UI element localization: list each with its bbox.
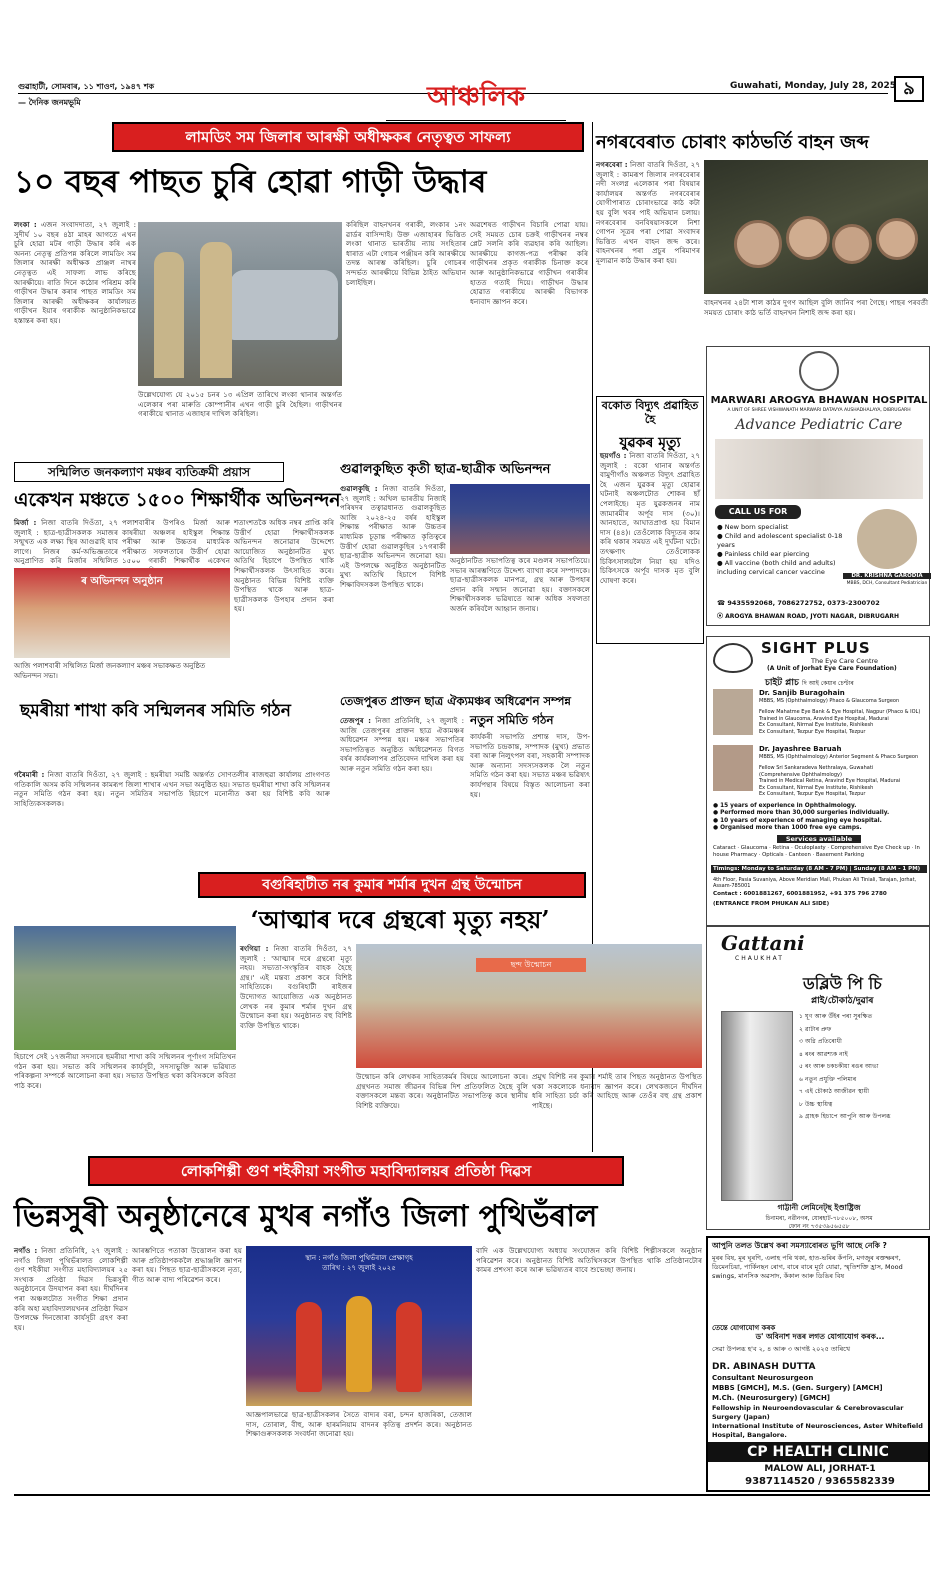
page-number: ৯ — [894, 76, 924, 102]
masthead-date-left: গুৱাহাটী, সোমবাৰ, ১১ শাওণ, ১৯৪৭ শক — [18, 82, 155, 91]
story5-box — [596, 396, 704, 644]
eye-doc1-line: Ex Consultant, Nirmal Eye Institute, Rishikesh — [759, 722, 874, 729]
eye-doc2-line: Ex Consultant, Tezpur Eye Hospital, Tezpur — [759, 791, 866, 798]
eye-doc1-line: Ex Consultant, Tezpur Eye Hospital, Tezpur — [759, 728, 866, 735]
eye-doc2-line: Trained in Medical Retina, Aravind Eye Hospital, Madurai — [759, 778, 901, 785]
eye-doc2-name: Dr. Jayashree Baruah — [759, 745, 842, 753]
eye-point: ● 15 years of experience in Ophthalmology. — [713, 803, 857, 809]
eye-points — [713, 803, 925, 833]
gattani-feature: ৫ ৰং আৰু চকচকীয়া ৰঙৰ আভা — [799, 1063, 879, 1070]
eye-doc1-photo — [713, 689, 753, 735]
hospital-doctor-name: DR. KRISHNA GARODIA — [843, 573, 931, 579]
story9-kicker: লোকশিল্পী গুণ শইকীয়া সংগীত মহাবিদ্যালয়ৰ প্ৰতিষ্ঠা দিৱস — [88, 1156, 624, 1186]
masthead-date-right: Guwahati, Monday, July 28, 2025 — [730, 81, 897, 91]
story6-body-col2: কাৰ্যকৰী সভাপতি প্ৰশান্ত দাস, উপ-সভাপতি চন্দ্ৰকান্ত, সম্পাদক (মুখ্য) প্ৰভাত বৰা আৰু নিলুৎপল বৰা, সহকাৰী সম্পাদক আৰু অন্যান্য সদস্যসকলক লৈ নতুন সমিতি গঠন কৰা হয়। সভাত মঞ্চৰ ভৱিষ্যৎ কাৰ্যপন্থাৰ বিষয়ে বিস্তৃত আলোচনা কৰা হয়। — [470, 732, 590, 799]
story2-headline: নগৰবেৰাত চোৰাং কাঠভৰ্তি বাহন জব্দ — [596, 132, 869, 153]
hospital-service-item: ● Child and adolescent specialist 0-18 years — [717, 532, 843, 549]
neuro-degree-1: Consultant Neurosurgeon — [712, 1374, 814, 1382]
story7-headline: ছমৰীয়া শাখা কবি সন্মিলনৰ সমিতি গঠন — [20, 701, 291, 721]
gattani-feature: ১ ঘূণ আৰু উঁইৰ পৰা সুৰক্ষিত — [799, 1013, 873, 1020]
eye-point: ● Performed more than 30,000 surgeries individually. — [713, 810, 890, 817]
eye-entrance: (ENTRANCE FROM PHUKAN ALI SIDE) — [713, 901, 830, 907]
eye-point: ● 10 years of experience of managing eye hospital. — [713, 817, 882, 824]
person-left — [154, 252, 184, 378]
story6-body-col1: তেজপুৰ : নিজা প্ৰতিনিধি, ২৭ জুলাই : আজি তেজপুৰৰ প্ৰাক্তন ছাত্ৰ ঐক্যমঞ্চৰ অধিৱেশন সম্পন্ন হয়। মঞ্চৰ সভাপতিৰ সভাপতিত্বত অনুষ্ঠিত অধিৱেশনত বিগত বৰ্ষৰ কাৰ্যকলাপৰ প্ৰতিবেদন দাখিল কৰা হয় আৰু নতুন সমিতি গঠন কৰা হয়। — [340, 716, 465, 773]
story1-body-col2: উল্লেখযোগ্য যে ২০১৫ চনৰ ১৩ এপ্ৰিল তাৰিখে লংকা থানাৰ অন্তৰ্গত এলেকাৰ পৰা মাৰুতি কোম্পানীৰ এখন গাড়ী চুৰি হৈছিল। গাড়ীখনৰ গৰাকীয়ে থানাত এজাহাৰ দাখিল কৰিছিল। — [138, 390, 342, 419]
story3-body-col2: পলাশবাৰীৰ উপৰিও মিৰ্জা আৰু কাষৰীয়া অঞ্চলৰ হাইস্কুল শিক্ষান্ত পৰীক্ষা আৰু উচ্চতৰ মাধ্যমিক পৰীক্ষাত সফলতাৰে উত্তীৰ্ণ হোৱা ১৫০০ গৰাকী শিক্ষাৰ্থীক একেখন — [122, 518, 230, 566]
story1-body-col1: লংকা : এজন সংবাদদাতা, ২৭ জুলাই : সুদীৰ্ঘ ১০ বছৰ ৪ঠা মাহৰ আগতে এখন চুৰি হোৱা মটৰ গাড়ী উদ্ধাৰ কৰি এক অনন্য নেতৃত্ব প্ৰতিপন্ন কৰিলে লামডিং সম জিলাৰ আৰক্ষী অধীক্ষক প্ৰাঞ্জল নাথৰ নেতৃত্বত এই সাফল্য লাভ কৰিছে আৰক্ষীয়ে। ৰাতি দিনে কঠোৰ পৰিশ্ৰম কৰি গাড়ীখন উদ্ধাৰ কৰাৰ পাছত লামডিং সম জিলাৰ আৰক্ষী অধীক্ষকৰ কাৰ্যালয়ত গাড়ীখন ইয়াৰ গৰাকীক আনুষ্ঠানিকভাৱে হস্তান্তৰ কৰা হয়। — [14, 220, 136, 325]
gattani-feature: ২ ৱাটাৰ প্ৰুফ — [799, 1025, 832, 1033]
masthead — [18, 76, 927, 116]
story7-body: গৰৈমাৰী : নিজা বাতৰি দিওঁতা, ২৭ জুলাই : ছমৰীয়া সমষ্টি অন্তৰ্গত সোণতলীৰ ৰাজহুৱা কাৰ্যালয় প্ৰাংগণত গতিকালি অসম কবি সন্মিলনৰ কামৰূপ জিলা শাখাৰ এখন সভা অনুষ্ঠিত হয়। সভাত ছমৰীয়া শাখা কবি সন্মিলনৰ নতুন সমিতি গঠন কৰা হয়। নতুন সমিতিৰ সভাপতি হিচাপে মনোনীত কৰা হয় বিশিষ্ট কবি আৰু সাহিত্যিকসকলক। — [14, 770, 330, 808]
story4-photo — [450, 484, 590, 554]
neuro-cta: তেন্তে যোগাযোগ কৰক — [712, 1324, 776, 1332]
eye-doc2-line: (Comprehensive Ophthalmology) — [759, 771, 842, 778]
neuro-clinic-phone: 9387114520 / 9365582339 — [745, 1476, 895, 1487]
person-right — [200, 242, 232, 378]
gattani-feature: ৮ উচ্চ স্থায়িত্ব — [799, 1100, 833, 1108]
gattani-feature: ৬ নতুন প্ৰযুক্তি পলিমাৰ — [799, 1075, 857, 1083]
eye-service: Opticals — [762, 852, 784, 859]
eye-doc2-line: Fellow Sri Sankaradeva Nethralaya, Guwahati — [759, 765, 874, 771]
story9-headline: ভিন্নসুৰী অনুষ্ঠানেৰে মুখৰ নগাঁও জিলা পুথিভঁৰাল — [14, 1199, 598, 1234]
eye-service: Canteen — [788, 852, 811, 859]
dancer-2 — [346, 1296, 372, 1392]
story9-photo — [246, 1246, 472, 1406]
gattani-brand: Gattani — [721, 931, 805, 955]
eye-doc2-degree: MBBS, MS (Ophthalmology) Anterior Segment & Phaco Surgeon — [759, 754, 919, 760]
eye-name: SIGHT PLUS — [761, 639, 871, 657]
gattani-dealer: গাট্টানী লেমিনেট্‌ছ ইণ্ডাষ্ট্ৰিজ — [777, 1203, 861, 1212]
hospital-service-item: ● All vaccine (both child and adults) including cervical cancer vaccine — [717, 559, 836, 576]
neuro-degree-3: M.Ch. (Neurosurgery) [GMCH] — [712, 1394, 831, 1402]
log-2 — [786, 216, 830, 260]
story3-photo — [14, 568, 230, 658]
section-title: আঞ্চলিক — [386, 76, 566, 123]
story1-body-col3: কৰিছিল বাহনখনৰ গৰাকী, লংকাৰ ১নং ৱাৰ্ডৰ বাসিন্দাই। উক্ত এজাহাৰৰ ভিত্তিত লংকা থানাত ভাৰতীয় ন্যায় সংহিতাৰ ধাৰাত এটা গোচৰ পঞ্জীয়ন কৰি আৰক্ষীয়ে তদন্ত আৰম্ভ কৰিছিল। চুৰি গোচৰৰ সন্দৰ্ভত আৰক্ষীয়ে বিভিন্ন ঠাইত অভিযান চলাইছিল। — [346, 220, 466, 287]
eye-local-name: চাইট প্লাচ দি আই কেয়াৰ চেণ্টাৰ — [765, 678, 854, 688]
eye-doc2-lines — [759, 765, 927, 798]
story9-photo-banner-line1: স্থান : নগাঁও জিলা পুথিভঁৰাল প্ৰেক্ষাগৃহ — [305, 1254, 413, 1262]
story2-body: নগৰবেৰা : নিজা বাতৰি দিওঁতা, ২৭ জুলাই : কামৰূপ জিলাৰ নগৰবেৰাৰ নদী সংলগ্ন এলেকাৰ পৰা বিষয়াৰ কাৰ্যালয়ৰ অন্তৰ্গত নগৰবেৰাৰ যোগীপাৰাত চোৰাংভাৱে কাঠ কটা হয় বুলি খবৰ পাই অভিযান চলায়। নগৰবেৰাৰ বনবিষয়াসকলে নিশা গোপন সূত্ৰৰ পৰা পোৱা সংবাদৰ ভিত্তিত এখন বাহন জব্দ কৰে। বাহনখনৰ পৰা প্ৰচুৰ পৰিমাণৰ মূল্যৱান কাঠ উদ্ধাৰ কৰা হয়। — [596, 160, 700, 265]
eye-sub2: (A Unit of Jorhat Eye Care Foundation) — [767, 665, 897, 672]
masthead-paper-name: — দৈনিক জনমভূমি — [18, 98, 81, 107]
story1-body-col4: অৱশেষত গাড়ীখন বিচাৰি পোৱা যায়। সেই সময়ত চোৰ চক্ৰই গাড়ীখনৰ নম্বৰ প্লেট সলনি কৰি ব্যৱহাৰ কৰি আছিল। আৰক্ষীয়ে কাগজ-পত্ৰ পৰীক্ষা কৰি গাড়ীখনৰ প্ৰকৃত গৰাকীক চিনাক্ত কৰে আৰু আনুষ্ঠানিকভাৱে গাড়ীখন গৰাকীৰ হাতত গতাই দিয়ে। গাড়ীখন উদ্ধাৰ হোৱাত গৰাকীয়ে আৰক্ষী বিভাগক ধন্যবাদ জ্ঞাপন কৰে। — [470, 220, 588, 306]
story8-body-col2: উন্মোচন কৰি লেখকৰ সাহিত্যকৰ্মৰ বিষয়ে আলোচনা কৰে। গ্ৰন্থখনত সমাজ জীৱনৰ বিভিন্ন দিশ প্ৰতিফলিত হৈছে বুলি বক্তাসকলে মন্তব্য কৰে। অনুষ্ঠানটিত সভাপতিত্ব কৰে স্থানীয় বিশিষ্ট ব্যক্তিয়ে। — [356, 1072, 528, 1110]
neuro-clinic-address: MALOW ALI, JORHAT-1 — [764, 1464, 876, 1474]
story7-body-col2: হিচাপে সেই ১৭জনীয়া সদস্যৰে ছমৰীয়া শাখা কবি সন্মিলনৰ পূৰ্ণাংগ সমিতিখন গঠন কৰা হয়। সভাত কবি সন্মিলনৰ কাৰ্যসূচী, সদস্যভুক্তি আৰু ভৱিষ্যত পৰিকল্পনা সম্পৰ্কে আলোচনা কৰা হয়। সভাত উপস্থিত থকা কবিসকলে কবিতা পাঠ কৰে। — [14, 1052, 236, 1090]
hospital-service-item: ● New born specialist — [717, 523, 789, 531]
eye-service: Glaucoma — [740, 845, 768, 851]
story1-kicker: লামডিং সম জিলাৰ আৰক্ষী অধীক্ষকৰ নেতৃত্বত সাফল্য — [112, 122, 584, 152]
dancer-1 — [296, 1302, 322, 1392]
story3-photo-banner: ৰ অভিনন্দন অনুষ্ঠান — [81, 576, 163, 587]
story9-body-col4: বাদি এক উল্লেখযোগ্য অধ্যায় সংযোজন কৰি বিশিষ্ট শিল্পীসকলে অনুষ্ঠান পৰিৱেশন কৰে। অনুষ্ঠানত বিশিষ্ট অতিথিসকলে উপস্থিত থাকি প্ৰতিষ্ঠানটোৰ কামৰ প্ৰশংসা কৰে আৰু ভৱিষ্যতৰ বাবে শুভেচ্ছা জনায়। — [476, 1246, 702, 1275]
story9-body-col3: আজ্ঞপালভাৱে ছাত্ৰ-ছাত্ৰীসকলৰ সৈতে বাদ্যৰ বৰা, চন্দন হাজৰিকা, তেজাল দাস, তোৰাল, বীহু, আৰু হাৰমনিয়াম বাদনৰ কৃতিত্ব প্ৰদৰ্শন কৰে। অনুষ্ঠানত শিক্ষাগুৰুসকলক সংবৰ্ধনা জনোৱা হয়। — [246, 1410, 472, 1439]
hospital-headline: Advance Pediatric Care — [735, 417, 903, 433]
eye-services: Cataract · Glaucoma · Retina · Oculoplasty · Comprehensive Eye Check up · In house Pharmacy · Opticals · Canteen · Basement Parking — [713, 845, 920, 859]
story4-body-col2: অনুষ্ঠানটিত সভাপতিত্ব কৰে মণ্ডলৰ সভাপতিয়ে। সভাৰ আৰম্ভণিতে উদ্দেশ্য ব্যাখ্যা কৰে সম্পাদকে। ছাত্ৰ-ছাত্ৰীসকলক মানপত্ৰ, গ্ৰন্থ আৰু উপহাৰ প্ৰদান কৰি সন্মান জনোৱা হয়। বক্তাসকলে শিক্ষাৰ্থীসকলক ভৱিষ্যতে আৰু অধিক সফলতা অৰ্জন কৰিবলৈ আহ্বান জনায়। — [450, 556, 590, 613]
story5-body: ছয়গাঁও : নিজা বাতৰি দিওঁতা, ২৭ জুলাই : বকো থানাৰ অন্তৰ্গত বামুণীগাঁও অঞ্চলত বিদ্যুৎ প্ৰৱাহিত হৈ এজন যুৱকৰ মৃত্যু হোৱাৰ ঘটনাই অঞ্চলটোত শোকৰ ছাঁ পেলাইছে। মৃত যুৱকজনৰ নাম জামাৰমীৰ অৰ্পূব দাস (৩০)। আনহাতে, আঘাতপ্ৰাপ্ত হয় বিমান দাস (৪৪)। তেওঁলোক বিদ্যুতৰ কাম কৰি থকাৰ সময়ত এই দুৰ্ঘটনা ঘটে। তৎক্ষণাৎ তেওঁলোকক চিকিৎসালয়লৈ নিয়া হয় যদিও চিকিৎসকে অৰ্পূব দাসক মৃত বুলি ঘোষণা কৰে। — [600, 451, 700, 585]
gattani-door-image — [721, 1011, 793, 1201]
hospital-logo-icon — [799, 351, 839, 391]
dancer-3 — [396, 1302, 422, 1392]
eye-service: Oculoplasty — [794, 845, 826, 851]
log-3 — [832, 224, 872, 264]
log-1 — [734, 220, 782, 268]
hospital-service-list — [717, 523, 845, 577]
story8-body-col3: প্ৰমুখ বিশিষ্ট নৰ কুমাৰ শৰ্মাই তাৰ পিছত অনুষ্ঠানত উপস্থিত থকা সকলোকে ধন্যবাদ জ্ঞাপন কৰে। লেখকজনে দীৰ্ঘদিন ধৰি সাহিত্য চৰ্চা কৰি আহিছে আৰু তেওঁৰ বহু গ্ৰন্থ প্ৰকাশ পাইছে। — [532, 1072, 702, 1110]
story3-kicker: সন্মিলিত জনকল্যাণ মঞ্চৰ ব্যতিক্ৰমী প্ৰয়াস — [14, 462, 284, 482]
story3-headline: একেখন মঞ্চতে ১৫০০ শিক্ষাৰ্থীক অভিনন্দন — [14, 489, 341, 511]
eye-doc1-line: Trained in Glaucoma, Aravind Eye Hospital, Madurai — [759, 715, 889, 722]
neuro-ad — [706, 1236, 930, 1492]
eye-logo-icon — [713, 643, 753, 673]
neuro-degree-2: MBBS [GMCH], M.S. (Gen. Surgery) [AMCH] — [712, 1384, 883, 1392]
hospital-name: MARWARI AROGYA BHAWAN HOSPITAL — [710, 395, 928, 406]
neuro-doctor-name: DR. ABINASH DUTTA — [712, 1362, 816, 1372]
neuro-schedule: সেৱা উপলব্ধ হ'ব ২, ৪ আৰু ৩ আগষ্ট ২০২৫ তাৰিখে — [712, 1345, 851, 1353]
gattani-brand-sub: CHAUKHAT — [735, 955, 784, 962]
story3-body-col1: মিৰ্জা : নিজা বাতৰি দিওঁতা, ২৭ জুলাই : ছাত্ৰ-ছাত্ৰীসকলক সমাজৰ সন্মুখত এক লক্ষ্য স্থিৰ আগুৱাই যাব লাগে। নিজৰ কৰ্ম-অভিজ্ঞতাৰে অনুপ্ৰাণিত কৰি মিৰ্জাৰ সন্মিলিত — [14, 518, 118, 566]
gattani-ad — [706, 926, 930, 1230]
hospital-photo — [715, 439, 923, 499]
story6-headline: তেজপুৰত প্ৰাক্তন ছাত্ৰ ঐক্যমঞ্চৰ অধিৱেশন সম্পন্ন — [340, 694, 571, 708]
hospital-doctor-degree: MBBS, DCH, Consultant Pediatrician — [846, 581, 928, 586]
neuro-doctor-note: ড' অবিনাশ দত্তৰ লগত যোগাযোগ কৰক... — [755, 1332, 885, 1341]
eye-service: Cataract — [713, 845, 736, 851]
neuro-clinic-name: CP HEALTH CLINIC — [708, 1442, 928, 1462]
story8-photo — [356, 944, 702, 1068]
eye-service: Retina — [772, 845, 790, 851]
story5-headline: যুৱকৰ মৃত্যু — [619, 435, 681, 451]
bottom-rule — [14, 1494, 930, 1496]
story4-headline: গুৱালকুছিত কৃতী ছাত্ৰ-ছাত্ৰীক অভিনন্দন — [340, 462, 551, 477]
eye-sub: The Eye Care Centre — [811, 657, 879, 665]
gattani-dealer-address: চিনামৰা, নৱীনগৰ, যোৰহাট-৭৮৫০০৮, অসম — [765, 1215, 873, 1222]
eye-point: ● Organised more than 1000 free eye camps. — [713, 825, 862, 832]
story9-body-col1: নগাঁও : নিজা প্ৰতিনিধি, ২৭ জুলাই : নগাঁও জিলা পুথিভঁৰালত লোকশিল্পী গুণ শইকীয়া সংগীত মহাবিদ্যালয়ৰ ২৫ সংখ্যক প্ৰতিষ্ঠা দিৱস ভিন্নসুৰী অনুষ্ঠানেৰে উদযাপন কৰা হয়। দীৰ্ঘদিনৰ পৰা অঞ্চলটোত সংগীত শিক্ষা প্ৰদান কৰি অহা মহাবিদ্যালয়খনৰ প্ৰতিষ্ঠা দিৱস উপলক্ষে দিনজোৰা কাৰ্যসূচী গ্ৰহণ কৰা হয়। — [14, 1246, 128, 1332]
eye-service: Comprehensive Eye Check up — [830, 845, 910, 851]
gattani-feature: ৯ গ্ৰাহক হিচাপে আপুনি আৰু উপলব্ধ — [799, 1113, 891, 1120]
eye-doc1-line: Fellow Mahatme Eye Bank & Eye Hospital, Nagpur (Phaco & IOL) — [759, 709, 921, 715]
story3-body-col3: শতাংশতকৈ অধিক নম্বৰ প্ৰাপ্তি কৰি উত্তীৰ্ণ হোৱা শিক্ষাৰ্থীসকলক অভিনন্দন জনোৱাৰ উদ্দেশ্যে আয়োজিত অনুষ্ঠানটিত মুখ্য অতিথি হিচাপে উপস্থিত থাকি শিক্ষাৰ্থীসকলক উৎসাহিত কৰে। অনুষ্ঠানত বিভিন্ন বিশিষ্ট ব্যক্তি উপস্থিত থাকে আৰু ছাত্ৰ-ছাত্ৰীসকলক উপহাৰ প্ৰদান কৰা হয়। — [234, 518, 334, 614]
gattani-product-sub: প্লাই/চৌকাঠ/দুৱাৰ — [811, 996, 874, 1006]
story1-photo — [138, 222, 342, 386]
story9-body-col2: আৰম্ভণিতে পতাকা উত্তোলন কৰা হয় আৰু প্ৰতিষ্ঠাপককলৈ শ্ৰদ্ধাঞ্জলি জ্ঞাপন কৰা হয়। পিছত ছাত্ৰ-ছাত্ৰীসকলে নৃত্য, গীত আৰু বাদ্য পৰিৱেশন কৰে। — [132, 1246, 242, 1284]
neuro-intro: আপুনি তলত উল্লেখ কৰা সমস্যাবোৰত ভুগি আছে নেকি ? — [712, 1241, 887, 1250]
eye-timings: Timings: Monday to Saturday (8 AM - 7 PM) | Sunday (8 AM - 1 PM) — [711, 865, 927, 873]
neuro-degree-5: International Institute of Neurosciences, Aster Whitefield Hospital, Bangalore. — [712, 1422, 923, 1439]
hospital-tagline: A UNIT OF SHREE VISHWANATH MARWARI DATAVYA AUSHADHALAYA, DIBRUGARH — [727, 408, 911, 413]
story8-photo-banner: ছন্দ উন্মোচন — [476, 958, 586, 972]
gattani-feature: ৭ এই চৌকাঠ আজীৱন স্থায়ী — [799, 1088, 870, 1095]
eye-services-title: Services available — [777, 835, 861, 843]
eye-doc2-line: Ex Consultant, Nirmal Eye Institute, Rishikesh — [759, 784, 874, 791]
story1-headline: ১০ বছৰ পাছত চুৰি হোৱা গাড়ী উদ্ধাৰ — [14, 164, 487, 200]
story2-caption: বাহনখনৰ ২৪টা শাল কাঠৰ দুগণ আছিল বুলি জানিব পৰা গৈছে। পাছৰ পৰবৰ্তী সময়ত চোৰাং কাঠ ভৰ্তি বাহনখন নিশাই জব্দ কৰা হয়। — [704, 298, 928, 317]
gattani-feature: ৪ ৰংৰ আৱশ্যক নাই — [799, 1050, 848, 1058]
neuro-degree-4: Fellowship in Neuroendovascular & Cerebrovascular Surgery (Japan) — [712, 1404, 904, 1421]
eye-address: 4th Floor, Pasia Suvaniya, Above Meridian Mall, Phukan Ali Tiniali, Tarajan, Jorhat, Assam-785001 — [713, 877, 917, 890]
story3-caption: আজি পলাশবাৰী সন্মিলিত মিৰ্জা জনকল্যাণ মঞ্চৰ সভাকক্ষত অনুষ্ঠিত অভিনন্দন সভা। — [14, 662, 206, 680]
story2-photo — [704, 160, 928, 294]
story8-body-col1: ৰংগিয়া : নিজা বাতৰি দিওঁতা, ২৭ জুলাই : 'আত্মাৰ দৰে গ্ৰন্থৰো মৃত্যু নহয়। সভ্যতা-সংস্কৃতিৰ বাহক হৈছে গ্ৰন্থ।' এই মন্তব্য প্ৰকাশ কৰে বিশিষ্ট সাহিত্যিকে। বগুৰিহাটী ৰাইজৰ উদ্যোগত আয়োজিত এক অনুষ্ঠানত লেখক নৰ কুমাৰ শৰ্মাৰ দুখন গ্ৰন্থ উন্মোচন কৰা হয়। অনুষ্ঠানত বহু বিশিষ্ট ব্যক্তি উপস্থিত থাকে। — [240, 944, 352, 1030]
story8-headline: ‘আত্মাৰ দৰে গ্ৰন্থৰো মৃত্যু নহয়’ — [250, 905, 550, 934]
eye-contact: Contact : 6001881267, 6001881952, +91 375 796 2780 — [713, 891, 887, 897]
hospital-doctor-photo — [857, 509, 917, 569]
story6-subhead: নতুন সমিতি গঠন — [470, 713, 554, 727]
eye-doc1-name: Dr. Sanjib Buragohain — [759, 689, 845, 697]
story8-kicker: বগুৰিহাটীত নৰ কুমাৰ শৰ্মাৰ দুখন গ্ৰন্থ উন্মোচন — [198, 872, 586, 898]
gattani-feature: ৩ অগ্নি প্ৰতিৰোধী — [799, 1038, 842, 1045]
car-shape — [230, 270, 338, 340]
location-icon: ⦿ — [717, 613, 726, 620]
hospital-phone: ☎ 9435592068, 7086272752, 0373-2300702 — [717, 599, 880, 607]
neuro-problems: মূৰৰ বিষ, মূৰ ঘূৰণি, এলাহ পৰি থকা, হাত-ভৰিৰ কঁপনি, মগজুৰ ৰক্তক্ষৰণ, ডিমেনচিয়া, পাৰ্কিনছন ৰোগ, বাৰে বাৰে মূৰ্চা যোৱা, স্মৃতিশক্তি হ্ৰাস, Mood swings, মানসিক অৱসাদ, কঁকাল আৰু ডিঙিৰ বিষ — [712, 1254, 903, 1280]
story5-kicker: বকোত বিদ্যুৎ প্ৰৱাহিত হৈ — [601, 399, 699, 426]
log-4 — [876, 218, 918, 260]
eye-service: In house Pharmacy — [713, 845, 920, 859]
eye-doc1-lines — [759, 709, 927, 735]
eye-ad — [706, 636, 930, 926]
story7-photo — [14, 926, 236, 1050]
hospital-call-label: CALL US FOR — [715, 505, 801, 519]
hospital-address: ⦿ AROGYA BHAWAN ROAD, JYOTI NAGAR, DIBRUGARH — [717, 613, 900, 620]
gattani-features — [799, 1011, 927, 1124]
eye-doc1-degree: MBBS, MS (Ophthalmology) Phaco & Glaucoma Surgeon — [759, 698, 900, 704]
eye-doc2-photo — [713, 745, 753, 791]
hospital-ad — [706, 346, 930, 626]
eye-service: Basement Parking — [815, 852, 865, 859]
gattani-product: ডব্লিউ পি চি — [803, 974, 882, 993]
story4-body-col1: গুৱালকুছি : নিজা বাতৰি দিওঁতা, ২৭ জুলাই : অখিল ভাৰতীয় নিজাই পৰিষদৰ তত্বাৱধানত গুৱালকুছিত আজি ২০২৪-২৫ বৰ্ষৰ হাইস্কুল শিক্ষান্ত পৰীক্ষাত আৰু উচ্চতৰ মাধ্যমিক চূড়ান্ত পৰীক্ষাত কৃতিত্বৰে উত্তীৰ্ণ হোৱা গুৱালকুছিৰ ১৭গৰাকী ছাত্ৰ-ছাত্ৰীক অভিনন্দন জনোৱা হয়। এই উপলক্ষে অনুষ্ঠিত অনুষ্ঠানটিত মুখ্য অতিথি হিচাপে বিশিষ্ট শিক্ষাবিদসকল উপস্থিত থাকে। — [340, 484, 446, 589]
phone-icon: ☎ — [717, 599, 728, 607]
story9-photo-banner-line2: তাৰিখ : ২৭ জুলাই ২০২৫ — [322, 1264, 396, 1272]
gattani-dealer-phone: ফোন নং ৭৩৫৩৯৫৬৫৫৮ — [788, 1223, 850, 1230]
hospital-service-item: ● Painless child ear piercing — [717, 550, 810, 558]
